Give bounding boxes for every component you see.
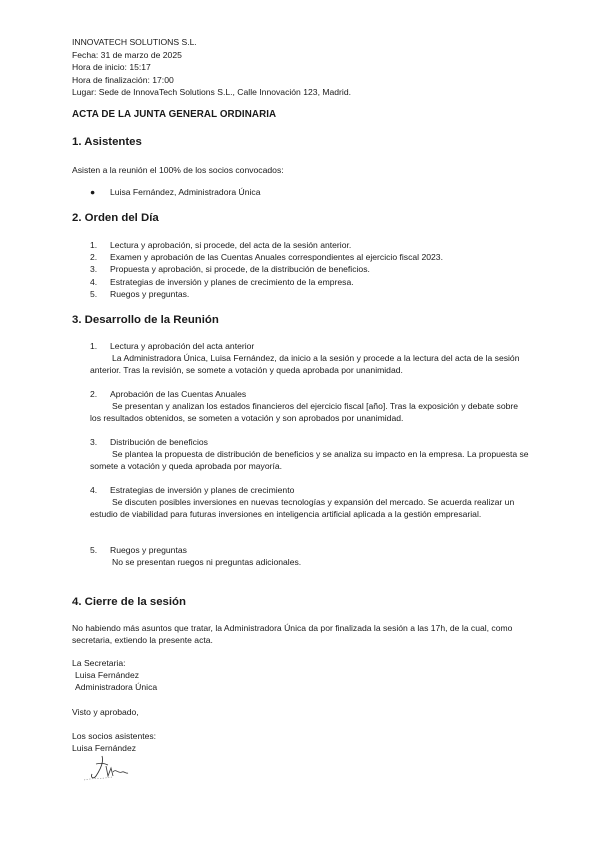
closing-text: No habiendo más asuntos que tratar, la Administradora Única da por finalizada la sesión a las 17h, de la cual, como secretaria, extiendo la presente acta.	[72, 623, 513, 645]
partner-name: Luisa Fernández	[72, 743, 137, 753]
agenda-item	[90, 239, 530, 251]
agenda-item-number: 1.	[90, 240, 98, 250]
partners-label: Los socios asistentes:	[72, 731, 157, 741]
agenda-item-number: 4.	[90, 276, 98, 287]
development-item-title: Aprobación de las Cuentas Anuales	[110, 389, 247, 399]
development-item-number: 5.	[90, 545, 98, 555]
meeting-location: Lugar: Sede de InnovaTech Solutions S.L., Calle Innovación 123, Madrid.	[72, 87, 351, 97]
secretary-label: La Secretaria:	[72, 658, 126, 668]
start-time: Hora de inicio: 15:17	[72, 62, 151, 72]
bullet-icon: ●	[90, 187, 96, 197]
agenda-item	[90, 276, 530, 288]
agenda-item	[90, 263, 530, 275]
attendees-intro: Asisten a la reunión el 100% de los socios convocados:	[72, 165, 284, 175]
section-heading-closing: 4. Cierre de la sesión	[72, 596, 186, 608]
agenda-item	[90, 251, 530, 263]
secretary-name: Luisa Fernández	[75, 670, 140, 680]
development-item-body: No se presentan ruegos ni preguntas adicionales.	[112, 557, 302, 567]
development-item-number: 3.	[90, 437, 98, 447]
secretary-role: Administradora Única	[75, 682, 158, 692]
document-title: ACTA DE LA JUNTA GENERAL ORDINARIA	[72, 109, 277, 120]
end-time: Hora de finalización: 17:00	[72, 74, 174, 85]
development-item-body: Se presentan y analizan los estados financieros del ejercicio fiscal [año]. Tras la exposición y debate sobre los resultados obtenidos, se someten a votación y son aprobados por unanimidad.	[90, 401, 519, 423]
agenda-item-text: Estrategias de inversión y planes de crecimiento de la empresa.	[110, 276, 354, 287]
agenda-item-text: Examen y aprobación de las Cuentas Anuales correspondientes al ejercicio fiscal 2023.	[110, 252, 443, 263]
section-heading-attendees: 1. Asistentes	[72, 136, 142, 148]
secretary-signature-block	[72, 657, 157, 693]
document-header	[72, 36, 351, 99]
meeting-date: Fecha: 31 de marzo de 2025	[72, 49, 182, 60]
development-item-title: Lectura y aprobación del acta anterior	[110, 341, 255, 351]
agenda-item-text: Lectura y aprobación, si procede, del acta de la sesión anterior.	[110, 240, 352, 250]
agenda-item-text: Ruegos y preguntas.	[110, 288, 190, 299]
agenda-item	[90, 288, 530, 300]
approval-note: Visto y aprobado,	[72, 707, 139, 717]
agenda-item-number: 5.	[90, 288, 98, 299]
company-name: INNOVATECH SOLUTIONS S.L.	[72, 37, 197, 47]
section-heading-agenda: 2. Orden del Día	[72, 212, 159, 224]
partners-signature-block	[72, 730, 156, 754]
agenda-item-text: Propuesta y aprobación, si procede, de la distribución de beneficios.	[110, 264, 370, 275]
agenda-item-number: 3.	[90, 264, 98, 275]
section-heading-development: 3. Desarrollo de la Reunión	[72, 314, 219, 326]
attendee-name: Luisa Fernández, Administradora Única	[110, 187, 261, 197]
development-item-body: La Administradora Única, Luisa Fernández, da inicio a la sesión y procede a la lectura del acta de la sesión anterior. Tras la revisión, se somete a votación y queda aprobada por unanimidad.	[90, 353, 520, 375]
development-item-title: Estrategias de inversión y planes de crecimiento	[110, 485, 295, 495]
development-item-number: 1.	[90, 341, 98, 351]
handwritten-signature-icon	[82, 754, 142, 784]
agenda-item-number: 2.	[90, 252, 98, 263]
development-item-body: Se plantea la propuesta de distribución de beneficios y se analiza su impacto en la empresa. La propuesta se somete a votación y queda aprobada por mayoría.	[90, 449, 529, 471]
development-item-number: 4.	[90, 485, 98, 495]
development-item-title: Ruegos y preguntas	[110, 545, 187, 555]
development-item-title: Distribución de beneficios	[110, 437, 208, 447]
agenda-list	[90, 239, 530, 300]
development-item-body: Se discuten posibles inversiones en nuevas tecnologías y expansión del mercado. Se acuerda realizar un estudio de viabilidad para futuras inversiones en inteligencia artificial aplicada a la gestión empresarial.	[90, 497, 515, 519]
development-item-number: 2.	[90, 389, 98, 399]
